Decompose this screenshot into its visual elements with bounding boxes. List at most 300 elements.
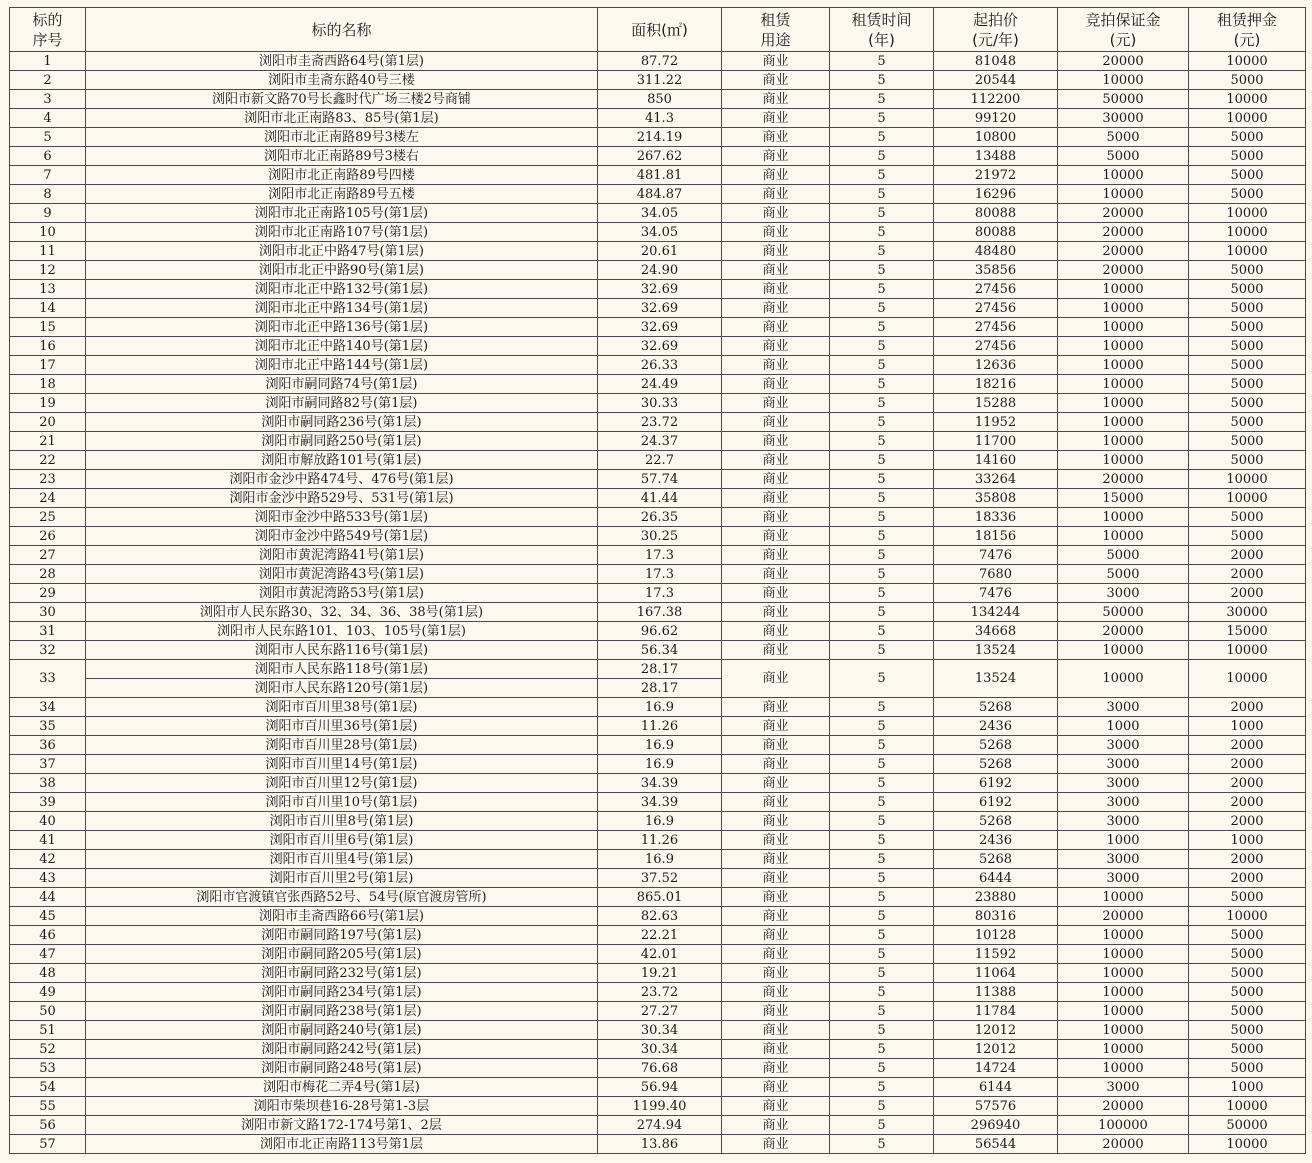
lot-name-cell: 浏阳市北正南路105号(第1层) bbox=[86, 204, 598, 223]
header-term-text: 租赁时间 bbox=[851, 10, 912, 29]
table-row bbox=[10, 432, 1306, 451]
term-cell: 5 bbox=[830, 261, 934, 280]
table-row bbox=[10, 603, 1306, 622]
table-row bbox=[10, 812, 1306, 831]
bid-deposit-cell: 100000 bbox=[1058, 1116, 1189, 1135]
use-cell: 商业 bbox=[722, 907, 830, 926]
lot-number-cell: 51 bbox=[10, 1021, 86, 1040]
lease-deposit-cell: 5000 bbox=[1189, 413, 1306, 432]
lease-deposit-cell: 2000 bbox=[1189, 736, 1306, 755]
lot-number-cell: 39 bbox=[10, 793, 86, 812]
term-cell: 5 bbox=[830, 318, 934, 337]
term-cell: 5 bbox=[830, 299, 934, 318]
table-row bbox=[10, 945, 1306, 964]
lot-name-cell: 浏阳市百川里2号(第1层) bbox=[86, 869, 598, 888]
bid-deposit-cell: 1000 bbox=[1058, 831, 1189, 850]
lot-number-cell: 28 bbox=[10, 565, 86, 584]
term-cell: 5 bbox=[830, 375, 934, 394]
area-cell: 76.68 bbox=[598, 1059, 722, 1078]
use-cell: 商业 bbox=[722, 109, 830, 128]
start-price-cell: 33264 bbox=[934, 470, 1058, 489]
area-cell: 24.49 bbox=[598, 375, 722, 394]
lot-name-cell: 浏阳市百川里6号(第1层) bbox=[86, 831, 598, 850]
bid-deposit-cell: 10000 bbox=[1058, 1040, 1189, 1059]
term-cell: 5 bbox=[830, 489, 934, 508]
term-cell: 5 bbox=[830, 717, 934, 736]
area-cell: 19.21 bbox=[598, 964, 722, 983]
table-row bbox=[10, 394, 1306, 413]
lease-deposit-cell: 10000 bbox=[1189, 489, 1306, 508]
table-row bbox=[10, 185, 1306, 204]
lot-number-cell: 7 bbox=[10, 166, 86, 185]
bid-deposit-cell: 15000 bbox=[1058, 489, 1189, 508]
lot-name-cell: 浏阳市北正中路136号(第1层) bbox=[86, 318, 598, 337]
use-cell: 商业 bbox=[722, 831, 830, 850]
lease-deposit-cell: 5000 bbox=[1189, 888, 1306, 907]
bid-deposit-cell: 20000 bbox=[1058, 52, 1189, 71]
area-cell: 311.22 bbox=[598, 71, 722, 90]
table-row bbox=[10, 299, 1306, 318]
bid-deposit-cell: 10000 bbox=[1058, 926, 1189, 945]
term-cell: 5 bbox=[830, 185, 934, 204]
bid-deposit-cell: 10000 bbox=[1058, 394, 1189, 413]
use-cell: 商业 bbox=[722, 451, 830, 470]
header-lease-deposit bbox=[1189, 8, 1306, 52]
use-cell: 商业 bbox=[722, 508, 830, 527]
bid-deposit-cell: 50000 bbox=[1058, 90, 1189, 109]
table-row bbox=[10, 774, 1306, 793]
table-row bbox=[10, 1116, 1306, 1135]
start-price-cell: 20544 bbox=[934, 71, 1058, 90]
area-cell: 32.69 bbox=[598, 318, 722, 337]
header-start-price bbox=[934, 8, 1058, 52]
lot-number-cell: 47 bbox=[10, 945, 86, 964]
bid-deposit-cell: 20000 bbox=[1058, 223, 1189, 242]
use-cell: 商业 bbox=[722, 90, 830, 109]
lease-deposit-cell: 5000 bbox=[1189, 318, 1306, 337]
lot-number-cell: 40 bbox=[10, 812, 86, 831]
bid-deposit-cell: 20000 bbox=[1058, 907, 1189, 926]
lease-deposit-cell: 5000 bbox=[1189, 356, 1306, 375]
bid-deposit-cell: 10000 bbox=[1058, 983, 1189, 1002]
lot-name-cell: 浏阳市北正中路134号(第1层) bbox=[86, 299, 598, 318]
use-cell: 商业 bbox=[722, 1002, 830, 1021]
lot-number-cell: 52 bbox=[10, 1040, 86, 1059]
bid-deposit-cell: 10000 bbox=[1058, 660, 1189, 698]
bid-deposit-cell: 20000 bbox=[1058, 242, 1189, 261]
lot-name-cell: 浏阳市梅花二弄4号(第1层) bbox=[86, 1078, 598, 1097]
lease-deposit-cell: 2000 bbox=[1189, 698, 1306, 717]
area-cell: 16.9 bbox=[598, 755, 722, 774]
bid-deposit-cell: 10000 bbox=[1058, 1002, 1189, 1021]
bid-deposit-cell: 3000 bbox=[1058, 755, 1189, 774]
area-cell: 16.9 bbox=[598, 850, 722, 869]
lot-name-cell: 浏阳市嗣同路232号(第1层) bbox=[86, 964, 598, 983]
table-row bbox=[10, 223, 1306, 242]
bid-deposit-cell: 10000 bbox=[1058, 1059, 1189, 1078]
lease-deposit-cell: 10000 bbox=[1189, 907, 1306, 926]
start-price-cell: 12012 bbox=[934, 1040, 1058, 1059]
lot-number-cell: 10 bbox=[10, 223, 86, 242]
lease-deposit-cell: 10000 bbox=[1189, 1097, 1306, 1116]
lease-deposit-cell: 2000 bbox=[1189, 755, 1306, 774]
term-cell: 5 bbox=[830, 128, 934, 147]
header-bid-deposit-text: 竞拍保证金 bbox=[1085, 10, 1161, 29]
lease-deposit-cell: 5000 bbox=[1189, 166, 1306, 185]
bid-deposit-cell: 20000 bbox=[1058, 204, 1189, 223]
lot-name-cell: 浏阳市嗣同路242号(第1层) bbox=[86, 1040, 598, 1059]
start-price-cell: 11388 bbox=[934, 983, 1058, 1002]
lot-name-cell: 浏阳市北正中路132号(第1层) bbox=[86, 280, 598, 299]
start-price-cell: 6192 bbox=[934, 774, 1058, 793]
table-row bbox=[10, 1002, 1306, 1021]
area-cell: 16.9 bbox=[598, 812, 722, 831]
lease-deposit-cell: 15000 bbox=[1189, 622, 1306, 641]
start-price-cell: 34668 bbox=[934, 622, 1058, 641]
use-cell: 商业 bbox=[722, 755, 830, 774]
lot-number-cell: 55 bbox=[10, 1097, 86, 1116]
bid-deposit-cell: 3000 bbox=[1058, 812, 1189, 831]
area-cell: 26.35 bbox=[598, 508, 722, 527]
lot-number-cell: 18 bbox=[10, 375, 86, 394]
start-price-cell: 11064 bbox=[934, 964, 1058, 983]
area-cell: 23.72 bbox=[598, 983, 722, 1002]
start-price-cell: 23880 bbox=[934, 888, 1058, 907]
lot-name-cell: 浏阳市圭斋西路64号(第1层) bbox=[86, 52, 598, 71]
start-price-cell: 27456 bbox=[934, 318, 1058, 337]
use-cell: 商业 bbox=[722, 603, 830, 622]
start-price-cell: 12012 bbox=[934, 1021, 1058, 1040]
bid-deposit-cell: 3000 bbox=[1058, 793, 1189, 812]
area-cell: 865.01 bbox=[598, 888, 722, 907]
table-row bbox=[10, 147, 1306, 166]
lot-name-cell: 浏阳市百川里4号(第1层) bbox=[86, 850, 598, 869]
header-row bbox=[10, 8, 1306, 52]
lot-name-cell: 浏阳市北正南路83、85号(第1层) bbox=[86, 109, 598, 128]
start-price-cell: 80316 bbox=[934, 907, 1058, 926]
lot-name-cell: 浏阳市黄泥湾路43号(第1层) bbox=[86, 565, 598, 584]
start-price-cell: 134244 bbox=[934, 603, 1058, 622]
lease-deposit-cell: 5000 bbox=[1189, 71, 1306, 90]
use-cell: 商业 bbox=[722, 850, 830, 869]
area-cell: 13.86 bbox=[598, 1135, 722, 1154]
start-price-cell: 13524 bbox=[934, 660, 1058, 698]
term-cell: 5 bbox=[830, 242, 934, 261]
bid-deposit-cell: 10000 bbox=[1058, 318, 1189, 337]
area-cell: 16.9 bbox=[598, 736, 722, 755]
lease-deposit-cell: 5000 bbox=[1189, 926, 1306, 945]
start-price-cell: 6144 bbox=[934, 1078, 1058, 1097]
header-bid-deposit bbox=[1058, 8, 1189, 52]
lot-name-cell: 浏阳市嗣同路205号(第1层) bbox=[86, 945, 598, 964]
bid-deposit-cell: 20000 bbox=[1058, 261, 1189, 280]
area-cell: 17.3 bbox=[598, 565, 722, 584]
start-price-cell: 27456 bbox=[934, 280, 1058, 299]
lot-name-cell: 浏阳市人民东路116号(第1层) bbox=[86, 641, 598, 660]
start-price-cell: 10800 bbox=[934, 128, 1058, 147]
use-cell: 商业 bbox=[722, 660, 830, 698]
area-cell: 34.05 bbox=[598, 204, 722, 223]
table-row bbox=[10, 831, 1306, 850]
lot-name-cell: 浏阳市柴坝巷16-28号第1-3层 bbox=[86, 1097, 598, 1116]
header-lease-deposit-text: 租赁押金 bbox=[1216, 10, 1277, 29]
table-row bbox=[10, 964, 1306, 983]
bid-deposit-cell: 10000 bbox=[1058, 888, 1189, 907]
area-cell: 87.72 bbox=[598, 52, 722, 71]
lot-name-cell: 浏阳市百川里28号(第1层) bbox=[86, 736, 598, 755]
use-cell: 商业 bbox=[722, 869, 830, 888]
lot-number-cell: 36 bbox=[10, 736, 86, 755]
table-row bbox=[10, 907, 1306, 926]
lot-name-cell: 浏阳市百川里38号(第1层) bbox=[86, 698, 598, 717]
table-row bbox=[10, 755, 1306, 774]
lot-number-cell: 24 bbox=[10, 489, 86, 508]
header-lot-number-text: 标的 bbox=[32, 10, 63, 29]
bid-deposit-cell: 3000 bbox=[1058, 698, 1189, 717]
table-row bbox=[10, 888, 1306, 907]
lot-number-cell: 43 bbox=[10, 869, 86, 888]
lease-deposit-cell: 5000 bbox=[1189, 394, 1306, 413]
term-cell: 5 bbox=[830, 109, 934, 128]
table-row bbox=[10, 204, 1306, 223]
table-row bbox=[10, 717, 1306, 736]
term-cell: 5 bbox=[830, 907, 934, 926]
use-cell: 商业 bbox=[722, 204, 830, 223]
lot-number-cell: 11 bbox=[10, 242, 86, 261]
bid-deposit-cell: 50000 bbox=[1058, 603, 1189, 622]
use-cell: 商业 bbox=[722, 793, 830, 812]
area-cell: 41.3 bbox=[598, 109, 722, 128]
lot-number-cell: 22 bbox=[10, 451, 86, 470]
lease-deposit-cell: 5000 bbox=[1189, 185, 1306, 204]
use-cell: 商业 bbox=[722, 964, 830, 983]
bid-deposit-cell: 10000 bbox=[1058, 413, 1189, 432]
header-area-text: 面积(㎡) bbox=[631, 20, 688, 39]
term-cell: 5 bbox=[830, 204, 934, 223]
area-cell: 32.69 bbox=[598, 299, 722, 318]
start-price-cell: 2436 bbox=[934, 831, 1058, 850]
term-cell: 5 bbox=[830, 147, 934, 166]
lease-deposit-cell: 1000 bbox=[1189, 831, 1306, 850]
term-cell: 5 bbox=[830, 1097, 934, 1116]
start-price-cell: 48480 bbox=[934, 242, 1058, 261]
lot-name-cell: 浏阳市北正中路90号(第1层) bbox=[86, 261, 598, 280]
bid-deposit-cell: 10000 bbox=[1058, 945, 1189, 964]
table-row bbox=[10, 470, 1306, 489]
lot-number-cell: 49 bbox=[10, 983, 86, 1002]
lot-number-cell: 20 bbox=[10, 413, 86, 432]
table-row bbox=[10, 280, 1306, 299]
lease-deposit-cell: 2000 bbox=[1189, 565, 1306, 584]
lot-number-cell: 8 bbox=[10, 185, 86, 204]
lot-number-cell: 16 bbox=[10, 337, 86, 356]
table-row bbox=[10, 1059, 1306, 1078]
table-row bbox=[10, 242, 1306, 261]
area-cell: 26.33 bbox=[598, 356, 722, 375]
lot-number-cell: 1 bbox=[10, 52, 86, 71]
table-row bbox=[10, 546, 1306, 565]
area-cell: 22.7 bbox=[598, 451, 722, 470]
table-row bbox=[10, 793, 1306, 812]
table-row bbox=[10, 1078, 1306, 1097]
term-cell: 5 bbox=[830, 337, 934, 356]
lease-deposit-cell: 10000 bbox=[1189, 109, 1306, 128]
lot-name-cell: 浏阳市金沙中路529号、531号(第1层) bbox=[86, 489, 598, 508]
lot-number-cell: 17 bbox=[10, 356, 86, 375]
start-price-cell: 80088 bbox=[934, 204, 1058, 223]
term-cell: 5 bbox=[830, 166, 934, 185]
lot-name-cell: 浏阳市嗣同路74号(第1层) bbox=[86, 375, 598, 394]
area-cell: 32.69 bbox=[598, 280, 722, 299]
lot-number-cell: 21 bbox=[10, 432, 86, 451]
use-cell: 商业 bbox=[722, 242, 830, 261]
lot-number-cell: 53 bbox=[10, 1059, 86, 1078]
lot-name-cell: 浏阳市百川里36号(第1层) bbox=[86, 717, 598, 736]
lot-name-cell: 浏阳市北正中路144号(第1层) bbox=[86, 356, 598, 375]
lease-deposit-cell: 10000 bbox=[1189, 1135, 1306, 1154]
use-cell: 商业 bbox=[722, 622, 830, 641]
lot-number-cell: 2 bbox=[10, 71, 86, 90]
term-cell: 5 bbox=[830, 622, 934, 641]
lot-name-cell: 浏阳市金沙中路474号、476号(第1层) bbox=[86, 470, 598, 489]
lot-number-cell: 30 bbox=[10, 603, 86, 622]
lot-number-cell: 48 bbox=[10, 964, 86, 983]
bid-deposit-cell: 3000 bbox=[1058, 584, 1189, 603]
start-price-cell: 18216 bbox=[934, 375, 1058, 394]
term-cell: 5 bbox=[830, 356, 934, 375]
area-cell: 34.05 bbox=[598, 223, 722, 242]
lot-name-cell: 浏阳市嗣同路236号(第1层) bbox=[86, 413, 598, 432]
term-cell: 5 bbox=[830, 280, 934, 299]
start-price-cell: 21972 bbox=[934, 166, 1058, 185]
table-row bbox=[10, 527, 1306, 546]
header-lot-name-text: 标的名称 bbox=[311, 20, 372, 39]
lot-number-cell: 37 bbox=[10, 755, 86, 774]
start-price-cell: 5268 bbox=[934, 736, 1058, 755]
lease-deposit-cell: 2000 bbox=[1189, 546, 1306, 565]
header-area bbox=[598, 8, 722, 52]
bid-deposit-cell: 30000 bbox=[1058, 109, 1189, 128]
area-cell: 17.3 bbox=[598, 546, 722, 565]
start-price-cell: 16296 bbox=[934, 185, 1058, 204]
term-cell: 5 bbox=[830, 831, 934, 850]
term-cell: 5 bbox=[830, 1002, 934, 1021]
area-cell: 30.33 bbox=[598, 394, 722, 413]
term-cell: 5 bbox=[830, 641, 934, 660]
header-lease-deposit-text: (元) bbox=[1233, 30, 1261, 49]
table-row bbox=[10, 356, 1306, 375]
lease-deposit-cell: 10000 bbox=[1189, 223, 1306, 242]
bid-deposit-cell: 3000 bbox=[1058, 774, 1189, 793]
use-cell: 商业 bbox=[722, 527, 830, 546]
lot-name-cell: 浏阳市人民东路101、103、105号(第1层) bbox=[86, 622, 598, 641]
start-price-cell: 6444 bbox=[934, 869, 1058, 888]
lease-deposit-cell: 30000 bbox=[1189, 603, 1306, 622]
term-cell: 5 bbox=[830, 90, 934, 109]
area-cell: 24.90 bbox=[598, 261, 722, 280]
table-row bbox=[10, 736, 1306, 755]
lot-number-cell: 15 bbox=[10, 318, 86, 337]
use-cell: 商业 bbox=[722, 394, 830, 413]
term-cell: 5 bbox=[830, 945, 934, 964]
lease-deposit-cell: 5000 bbox=[1189, 1002, 1306, 1021]
area-cell: 850 bbox=[598, 90, 722, 109]
table-row bbox=[10, 128, 1306, 147]
use-cell: 商业 bbox=[722, 413, 830, 432]
use-cell: 商业 bbox=[722, 812, 830, 831]
lot-name-cell: 浏阳市北正南路89号3楼右 bbox=[86, 147, 598, 166]
start-price-cell: 18336 bbox=[934, 508, 1058, 527]
lease-deposit-cell: 5000 bbox=[1189, 147, 1306, 166]
table-row bbox=[10, 660, 1306, 679]
header-lot-number bbox=[10, 8, 86, 52]
bid-deposit-cell: 5000 bbox=[1058, 147, 1189, 166]
area-cell: 481.81 bbox=[598, 166, 722, 185]
lot-name-cell: 浏阳市北正南路113号第1层 bbox=[86, 1135, 598, 1154]
term-cell: 5 bbox=[830, 508, 934, 527]
start-price-cell: 11592 bbox=[934, 945, 1058, 964]
use-cell: 商业 bbox=[722, 736, 830, 755]
lot-number-cell: 46 bbox=[10, 926, 86, 945]
table-row bbox=[10, 869, 1306, 888]
term-cell: 5 bbox=[830, 1059, 934, 1078]
lease-deposit-cell: 10000 bbox=[1189, 470, 1306, 489]
term-cell: 5 bbox=[830, 869, 934, 888]
start-price-cell: 81048 bbox=[934, 52, 1058, 71]
term-cell: 5 bbox=[830, 888, 934, 907]
use-cell: 商业 bbox=[722, 774, 830, 793]
header-term-text: (年) bbox=[868, 30, 895, 49]
table-row bbox=[10, 1097, 1306, 1116]
use-cell: 商业 bbox=[722, 641, 830, 660]
lease-deposit-cell: 2000 bbox=[1189, 793, 1306, 812]
bid-deposit-cell: 10000 bbox=[1058, 375, 1189, 394]
area-cell: 24.37 bbox=[598, 432, 722, 451]
term-cell: 5 bbox=[830, 394, 934, 413]
bid-deposit-cell: 10000 bbox=[1058, 1021, 1189, 1040]
lease-deposit-cell: 5000 bbox=[1189, 432, 1306, 451]
lot-number-cell: 54 bbox=[10, 1078, 86, 1097]
lot-number-cell: 13 bbox=[10, 280, 86, 299]
use-cell: 商业 bbox=[722, 1078, 830, 1097]
use-cell: 商业 bbox=[722, 147, 830, 166]
use-cell: 商业 bbox=[722, 926, 830, 945]
lot-number-cell: 57 bbox=[10, 1135, 86, 1154]
table-row bbox=[10, 1135, 1306, 1154]
use-cell: 商业 bbox=[722, 1135, 830, 1154]
lease-deposit-cell: 1000 bbox=[1189, 717, 1306, 736]
lot-name-cell: 浏阳市金沙中路533号(第1层) bbox=[86, 508, 598, 527]
lot-number-cell: 38 bbox=[10, 774, 86, 793]
start-price-cell: 57576 bbox=[934, 1097, 1058, 1116]
term-cell: 5 bbox=[830, 413, 934, 432]
term-cell: 5 bbox=[830, 546, 934, 565]
start-price-cell: 5268 bbox=[934, 850, 1058, 869]
table-row bbox=[10, 926, 1306, 945]
table-row bbox=[10, 261, 1306, 280]
term-cell: 5 bbox=[830, 470, 934, 489]
bid-deposit-cell: 10000 bbox=[1058, 299, 1189, 318]
area-cell: 17.3 bbox=[598, 584, 722, 603]
lease-deposit-cell: 10000 bbox=[1189, 660, 1306, 698]
lot-number-cell: 4 bbox=[10, 109, 86, 128]
area-cell: 214.19 bbox=[598, 128, 722, 147]
use-cell: 商业 bbox=[722, 1097, 830, 1116]
lease-deposit-cell: 2000 bbox=[1189, 774, 1306, 793]
term-cell: 5 bbox=[830, 432, 934, 451]
use-cell: 商业 bbox=[722, 584, 830, 603]
header-use-text: 租赁 bbox=[760, 10, 791, 29]
